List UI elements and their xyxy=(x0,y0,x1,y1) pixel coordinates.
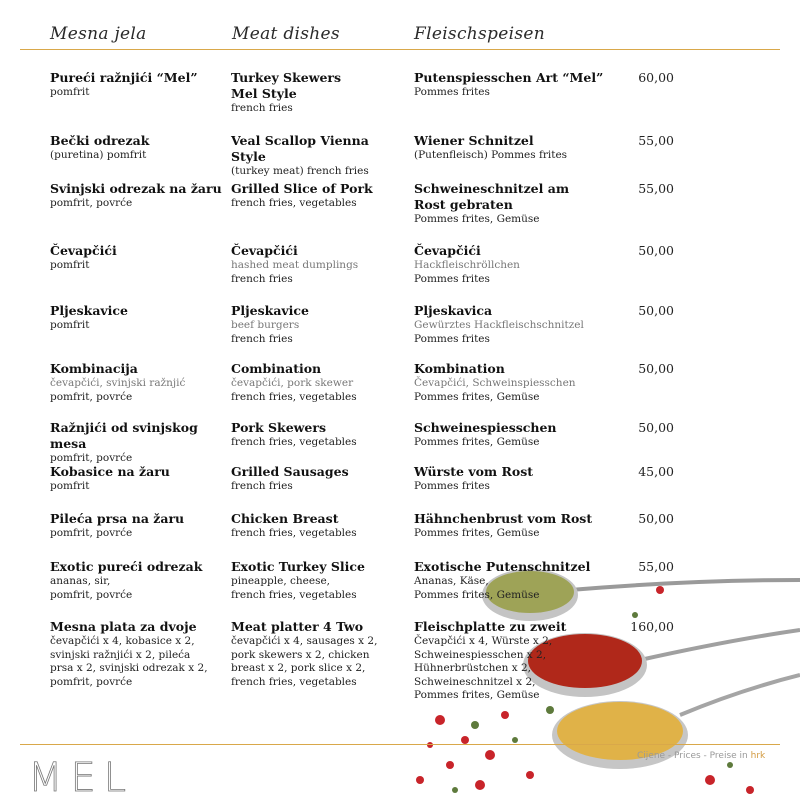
dish-sides: pomfrit xyxy=(50,86,90,98)
menu-item-german xyxy=(414,361,619,404)
dish-sides: french fries xyxy=(231,480,293,492)
dish-name: Čevapčići xyxy=(50,243,117,258)
price-note-text: Cijene - Prices - Preise in xyxy=(637,751,748,761)
price: 55,00 xyxy=(638,559,674,574)
footer-rule xyxy=(20,744,780,745)
dish-name: Fleischplatte zu zweit xyxy=(414,619,567,634)
menu-item-english xyxy=(231,243,406,286)
menu-item-english xyxy=(231,303,406,346)
dish-sides: (Putenfleisch) Pommes frites xyxy=(414,149,568,161)
dish-sides: Pommes frites xyxy=(414,272,490,285)
menu-item-english xyxy=(231,559,406,602)
menu-item-croatian xyxy=(50,133,225,163)
dish-sides: french fries xyxy=(231,332,293,345)
menu-item-english xyxy=(231,70,406,116)
dish-sides: ananas, sir, pomfrit, povrće xyxy=(50,575,133,601)
menu-item-german xyxy=(414,243,619,286)
menu-item-german xyxy=(414,133,619,163)
menu-item-german xyxy=(414,511,619,541)
menu-item-croatian xyxy=(50,303,225,333)
dish-name: Würste vom Rost xyxy=(414,464,534,479)
dish-name: Pork Skewers xyxy=(231,420,326,435)
menu-item-croatian xyxy=(50,464,225,494)
dish-name: Grilled Sausages xyxy=(231,464,349,479)
price: 50,00 xyxy=(638,303,674,318)
dish-name: Exotic Turkey Slice xyxy=(231,559,365,574)
header-english: Meat dishes xyxy=(232,24,340,44)
dish-sides: (puretina) pomfrit xyxy=(50,149,147,161)
dish-name: Putenspiesschen Art “Mel” xyxy=(414,70,604,85)
dish-name: Kobasice na žaru xyxy=(50,464,170,479)
dish-name: Kombination xyxy=(414,361,505,376)
dish-sides: Čevapčići x 4, Würste x 2, Schweinespiesschen x 2, Hühnerbrüstchen x 2, Schweineschnitzel x 2, Pommes frites, Gemüse xyxy=(414,635,553,701)
dish-name: Čevapčići xyxy=(231,243,298,258)
dish-name: Combination xyxy=(231,361,322,376)
menu-item-croatian xyxy=(50,420,225,466)
menu-item-croatian xyxy=(50,559,225,602)
dish-name: Schweineschnitzel am Rost gebraten xyxy=(414,181,570,212)
price: 160,00 xyxy=(630,619,674,634)
dish-sides: pomfrit, povrće xyxy=(50,452,133,464)
dish-name: Turkey Skewers Mel Style xyxy=(231,70,342,101)
mel-logo: MEL xyxy=(28,755,135,801)
dish-sides: Pommes frites, Gemüse xyxy=(414,436,540,448)
dish-name: Ražnjići od svinjskog mesa xyxy=(50,420,198,451)
menu-item-croatian xyxy=(50,619,225,689)
dish-sides: pineapple, cheese, french fries, vegetables xyxy=(231,575,357,601)
price: 55,00 xyxy=(638,181,674,196)
menu-item-english xyxy=(231,619,406,689)
dish-name: Pileća prsa na žaru xyxy=(50,511,185,526)
dish-sides: pomfrit, povrće xyxy=(50,390,133,403)
menu-item-croatian xyxy=(50,70,225,100)
menu-item-german xyxy=(414,70,619,100)
price-note xyxy=(637,751,765,761)
dish-sides: Pommes frites xyxy=(414,332,490,345)
dish-name: Mesna plata za dvoje xyxy=(50,619,197,634)
price: 50,00 xyxy=(638,420,674,435)
menu-item-croatian xyxy=(50,243,225,273)
dish-name: Pureći ražnjići “Mel” xyxy=(50,70,198,85)
header-german: Fleischspeisen xyxy=(414,24,545,44)
price: 50,00 xyxy=(638,243,674,258)
dish-name: Hähnchenbrust vom Rost xyxy=(414,511,593,526)
dish-name: Exotische Putenschnitzel xyxy=(414,559,591,574)
price: 50,00 xyxy=(638,511,674,526)
dish-name: Pljeskavice xyxy=(50,303,128,318)
menu-item-english xyxy=(231,361,406,404)
dish-name: Kombinacija xyxy=(50,361,138,376)
menu-item-german xyxy=(414,464,619,494)
dish-description: hashed meat dumplings xyxy=(231,259,359,271)
dish-description: Hackfleischröllchen xyxy=(414,259,520,271)
price: 60,00 xyxy=(638,70,674,85)
price: 55,00 xyxy=(638,133,674,148)
dish-name: Exotic pureći odrezak xyxy=(50,559,203,574)
dish-description: beef burgers xyxy=(231,319,300,331)
dish-sides: Pommes frites xyxy=(414,480,490,492)
dish-sides: french fries, vegetables xyxy=(231,436,357,448)
menu-item-croatian xyxy=(50,181,225,211)
menu-item-croatian xyxy=(50,511,225,541)
dish-sides: pomfrit xyxy=(50,480,90,492)
dish-sides: Pommes frites, Gemüse xyxy=(414,213,540,225)
dish-sides: čevapčići x 4, kobasice x 2, svinjski ražnjići x 2, pileća prsa x 2, svinjski odrezak x 2, pomfrit, povrće xyxy=(50,635,208,688)
menu-item-german xyxy=(414,420,619,450)
price: 50,00 xyxy=(638,361,674,376)
menu-item-german xyxy=(414,181,619,227)
dish-sides: Pommes frites xyxy=(414,86,490,98)
dish-sides: pomfrit, povrće xyxy=(50,197,133,209)
menu-item-english xyxy=(231,420,406,450)
dish-name: Bečki odrezak xyxy=(50,133,150,148)
dish-description: Čevapčići, Schweinspiesschen xyxy=(414,377,576,389)
dish-name: Schweinespiesschen xyxy=(414,420,557,435)
dish-sides: Pommes frites, Gemüse xyxy=(414,527,540,539)
dish-sides: french fries xyxy=(231,272,293,285)
price: 45,00 xyxy=(638,464,674,479)
menu-item-croatian xyxy=(50,361,225,404)
menu-item-english xyxy=(231,511,406,541)
header-croatian: Mesna jela xyxy=(50,24,147,44)
dish-sides: french fries, vegetables xyxy=(231,390,357,403)
dish-name: Čevapčići xyxy=(414,243,481,258)
menu-item-english xyxy=(231,464,406,494)
dish-name: Wiener Schnitzel xyxy=(414,133,534,148)
dish-sides: pomfrit, povrće xyxy=(50,527,133,539)
menu-item-german xyxy=(414,559,619,602)
dish-name: Pljeskavica xyxy=(414,303,493,318)
dish-sides: french fries, vegetables xyxy=(231,527,357,539)
dish-name: Veal Scallop Vienna Style xyxy=(231,133,369,164)
dish-sides: pomfrit xyxy=(50,319,90,331)
dish-name: Pljeskavice xyxy=(231,303,309,318)
dish-description: Gewürztes Hackfleischschnitzel xyxy=(414,319,584,331)
dish-sides: Pommes frites, Gemüse xyxy=(414,390,540,403)
menu-item-german xyxy=(414,619,619,703)
dish-description: čevapčići, svinjski ražnjić xyxy=(50,377,186,389)
dish-sides: pomfrit xyxy=(50,259,90,271)
menu-item-german xyxy=(414,303,619,346)
dish-name: Chicken Breast xyxy=(231,511,339,526)
header-rule xyxy=(20,49,780,50)
dish-name: Svinjski odrezak na žaru xyxy=(50,181,222,196)
dish-description: čevapčići, pork skewer xyxy=(231,377,354,389)
menu-item-english xyxy=(231,181,406,211)
dish-sides: french fries xyxy=(231,102,293,114)
menu-item-english xyxy=(231,133,406,179)
currency-label: hrk xyxy=(750,751,766,761)
dish-sides: french fries, vegetables xyxy=(231,197,357,209)
dish-sides: Ananas, Käse, Pommes frites, Gemüse xyxy=(414,575,540,601)
dish-name: Grilled Slice of Pork xyxy=(231,181,373,196)
dish-sides: čevapčići x 4, sausages x 2, pork skewers x 2, chicken breast x 2, pork slice x 2, french fries, vegetables xyxy=(231,635,378,688)
dish-name: Meat platter 4 Two xyxy=(231,619,364,634)
dish-sides: (turkey meat) french fries xyxy=(231,165,369,177)
